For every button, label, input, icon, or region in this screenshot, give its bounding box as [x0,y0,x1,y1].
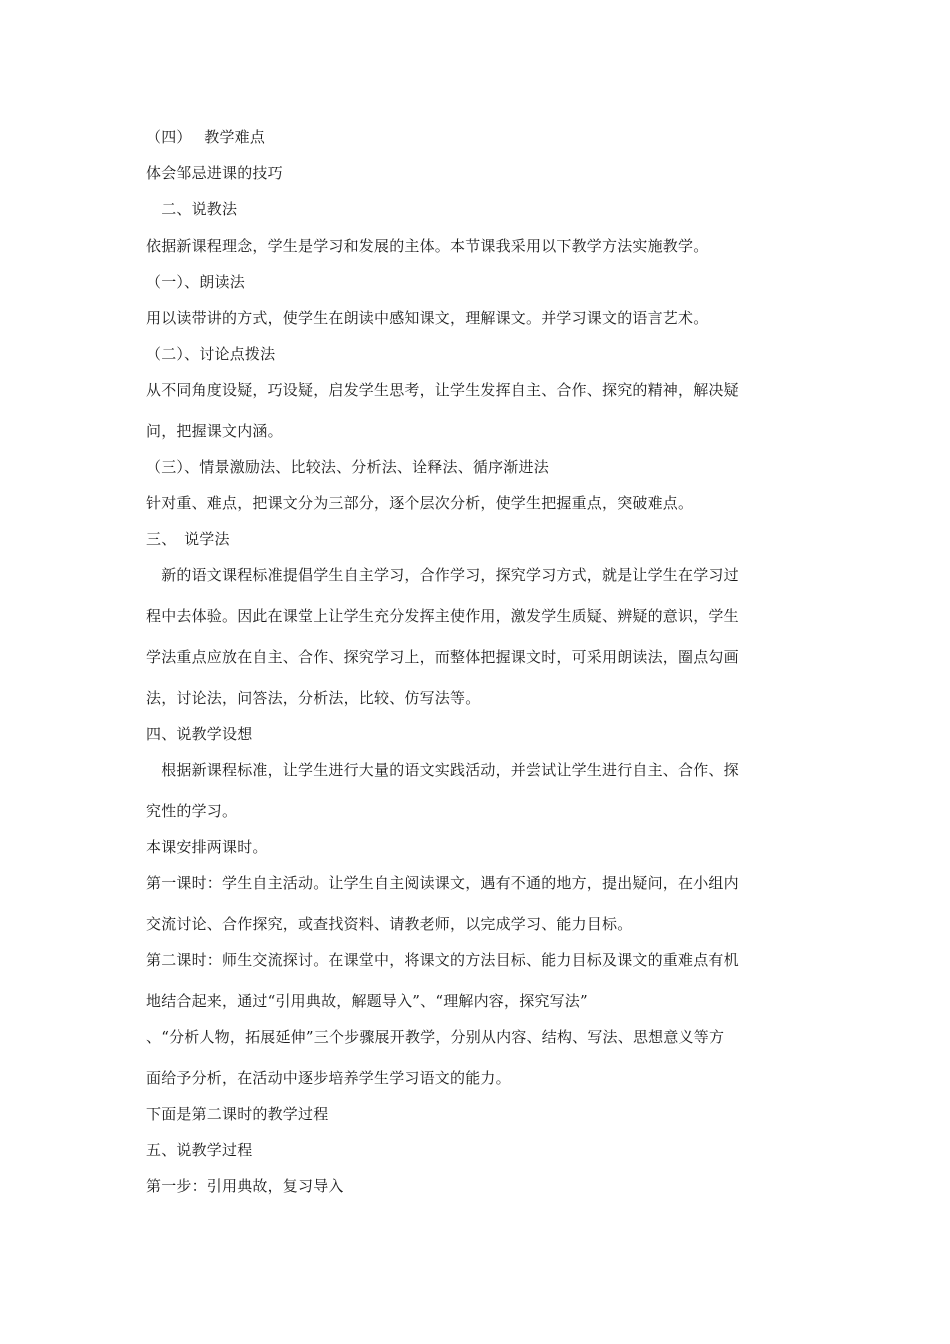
heading-teaching-difficulty: （四） 教学难点 [146,128,266,146]
heading-teaching-method: 二、说教法 [146,200,238,218]
paragraph-line: 根据新课程标准，让学生进行大量的语文实践活动，并尝试让学生进行自主、合作、探 [146,761,739,779]
paragraph-line: 本课安排两课时。 [146,838,268,856]
subheading-scenario-method: （三）、情景激励法、比较法、分析法、诠释法、循序渐进法 [146,458,549,476]
paragraph-line: 学法重点应放在自主、合作、探究学习上，而整体把握课文时，可采用朗读法，圈点勾画 [146,648,739,666]
paragraph-line: 下面是第二课时的教学过程 [146,1105,329,1123]
heading-teaching-process: 五、说教学过程 [146,1141,253,1159]
paragraph-line: 从不同角度设疑，巧设疑，启发学生思考，让学生发挥自主、合作、探究的精神，解决疑 [146,381,739,399]
paragraph-line: 交流讨论、合作探究，或查找资料、请教老师，以完成学习、能力目标。 [146,915,633,933]
paragraph-line: 新的语文课程标准提倡学生自主学习，合作学习，探究学习方式，就是让学生在学习过 [146,566,739,584]
paragraph-line: 法，讨论法，问答法，分析法，比较、仿写法等。 [146,689,481,707]
paragraph-line: 究性的学习。 [146,802,238,820]
paragraph-line: 面给予分析，在活动中逐步培养学生学习语文的能力。 [146,1069,511,1087]
paragraph-line: 依据新课程理念，学生是学习和发展的主体。本节课我采用以下教学方法实施教学。 [146,237,709,255]
paragraph-line: 体会邹忌进课的技巧 [146,164,283,182]
paragraph-line: 问，把握课文内涵。 [146,422,283,440]
paragraph-line: 地结合起来，通过“引用典故，解题导入”、“理解内容，探究写法” [146,992,588,1010]
paragraph-line: 第一步：引用典故，复习导入 [146,1177,344,1195]
paragraph-line: 程中去体验。因此在课堂上让学生充分发挥主使作用，激发学生质疑、辨疑的意识，学生 [146,607,739,625]
subheading-discussion-method: （二）、讨论点拨法 [146,345,276,363]
paragraph-line: 第二课时：师生交流探讨。在课堂中，将课文的方法目标、能力目标及课文的重难点有机 [146,951,739,969]
paragraph-line: 用以读带讲的方式，使学生在朗读中感知课文，理解课文。并学习课文的语言艺术。 [146,309,709,327]
heading-teaching-plan: 四、说教学设想 [146,725,253,743]
paragraph-line: 针对重、难点，把课文分为三部分，逐个层次分析，使学生把握重点，突破难点。 [146,494,694,512]
heading-learning-method: 三、 说学法 [146,530,230,548]
subheading-reading-method: （一）、朗读法 [146,273,245,291]
paragraph-line: 、“分析人物，拓展延伸”三个步骤展开教学，分别从内容、结构、写法、思想意义等方 [146,1028,725,1046]
paragraph-line: 第一课时：学生自主活动。让学生自主阅读课文，遇有不通的地方，提出疑问，在小组内 [146,874,739,892]
